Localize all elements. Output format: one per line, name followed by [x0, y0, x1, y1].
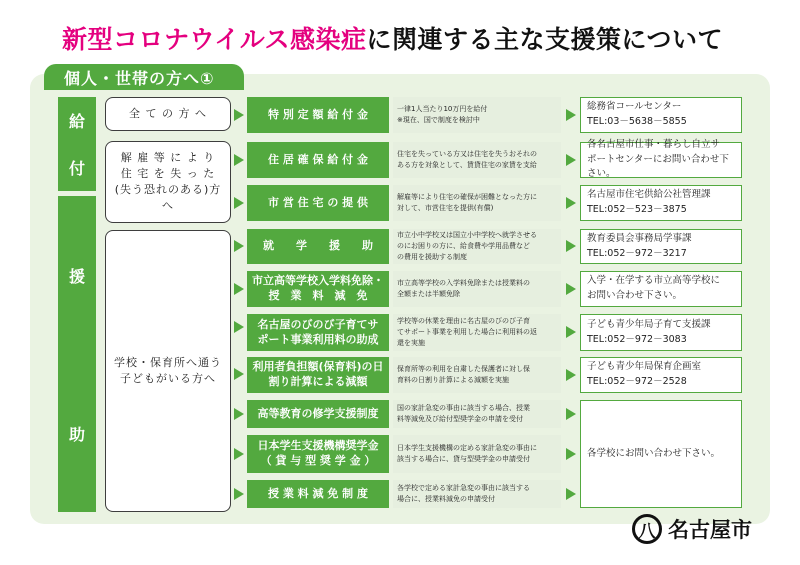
arrow-icon — [234, 488, 244, 500]
measure-daycare-fee-reduction: 利用者負担額(保育料)の日 割り計算による減額 — [247, 357, 389, 393]
category-kyufu-char-2: 付 — [68, 159, 85, 178]
arrow-icon — [234, 109, 244, 121]
measure-municipal-housing: 市 営 住 宅 の 提 供 — [247, 185, 389, 221]
category-engo-char-1: 援 — [68, 266, 85, 286]
title-rest: に関連する主な支援策について — [366, 25, 724, 54]
arrow-icon — [566, 197, 576, 209]
arrow-icon — [566, 488, 576, 500]
description-nobinobi-childcare-subsidy: 学校等の休業を理由に名古屋のびのび子育 てサポート事業を利用した場合に利用料の返 還を実施 — [393, 314, 561, 351]
arrow-icon — [234, 368, 244, 380]
description-housing-security-benefit: 住宅を失っている方又は住宅を失うおそれの ある方を対象として、賃貸住宅の家賃を支給 — [393, 142, 561, 178]
contact-self-reliance-support-center: 各名古屋市仕事・暮らし自立サ ポートセンターにお問い合わせ下さい。 — [580, 142, 742, 178]
arrow-icon — [234, 448, 244, 460]
arrow-icon — [234, 321, 244, 333]
arrow-icon — [566, 283, 576, 295]
target-all: 全 て の 方 へ — [105, 97, 231, 131]
measure-housing-security-benefit: 住 居 確 保 給 付 金 — [247, 142, 389, 178]
page-title — [62, 18, 723, 58]
nagoya-city-emblem-icon: 八 — [632, 514, 662, 544]
target-lost-housing: 解 雇 等 に よ り 住 宅 を 失 っ た (失う恐れのある)方へ — [105, 141, 231, 223]
category-engo — [58, 196, 96, 512]
measure-nobinobi-childcare-subsidy: 名古屋のびのび子育てサ ポート事業利用料の助成 — [247, 314, 389, 351]
arrow-icon — [566, 369, 576, 381]
measure-higher-education-support: 高等教育の修学支援制度 — [247, 400, 389, 428]
arrow-icon — [234, 240, 244, 252]
contact-board-of-education: 教育委員会事務局学事課 TEL:052－972－3217 — [580, 229, 742, 264]
measure-special-cash-benefit: 特 別 定 額 給 付 金 — [247, 97, 389, 133]
description-school-attendance-aid: 市立小中学校又は国立小中学校へ就学させる のにお困りの方に、給食費や学用品費など の費用を援助する制度 — [393, 229, 561, 264]
contact-high-school: 入学・在学する市立高等学校に お問い合わせ下さい。 — [580, 271, 742, 307]
contact-housing-corporation: 名古屋市住宅供給公社管理課 TEL:052－523－3875 — [580, 185, 742, 221]
description-daycare-fee-reduction: 保育所等の利用を自粛した保護者に対し保 育料の日割り計算による減額を実施 — [393, 357, 561, 393]
description-special-cash-benefit: 一律1人当たり10万円を給付 ※現在、国で制度を検討中 — [393, 97, 561, 133]
arrow-icon — [566, 109, 576, 121]
category-engo-char-2: 助 — [68, 424, 85, 444]
category-kyufu-char-1: 給 — [68, 112, 85, 131]
section-tab: 個人・世帯の方へ① — [44, 64, 244, 90]
measure-tuition-reduction: 授 業 料 減 免 制 度 — [247, 480, 389, 508]
arrow-icon — [566, 154, 576, 166]
arrow-icon — [234, 408, 244, 420]
description-high-school-fee-exemption: 市立高等学校の入学料免除または授業料の 全額または半額免除 — [393, 271, 561, 307]
description-higher-education-support: 国の家計急変の事由に該当する場合、授業 料等減免及び給付型奨学金の申請を受付 — [393, 400, 561, 428]
category-kyufu — [58, 97, 96, 191]
arrow-icon — [566, 240, 576, 252]
target-school-children: 学校・保育所へ通う 子どもがいる方へ — [105, 230, 231, 512]
description-tuition-reduction: 各学校で定める家計急変の事由に該当する 場合に、授業料減免の申請受付 — [393, 480, 561, 508]
title-highlight: 新型コロナウイルス感染症 — [62, 25, 367, 54]
contact-mic-call-center: 総務省コールセンター TEL:03－5638－5855 — [580, 97, 742, 133]
arrow-icon — [566, 326, 576, 338]
measure-high-school-fee-exemption: 市立高等学校入学料免除・ 授 業 料 減 免 — [247, 271, 389, 307]
nagoya-city-logo — [632, 514, 752, 544]
measure-school-attendance-aid: 就 学 援 助 — [247, 229, 389, 264]
arrow-icon — [234, 197, 244, 209]
contact-daycare-planning-office: 子ども青少年局保育企画室 TEL:052－972－2528 — [580, 357, 742, 393]
arrow-icon — [234, 154, 244, 166]
logo-text: 名古屋市 — [668, 518, 752, 542]
arrow-icon — [234, 283, 244, 295]
measure-jasso-scholarship: 日本学生支援機構奨学金 （ 貸 与 型 奨 学 金 ） — [247, 435, 389, 473]
contact-each-school: 各学校にお問い合わせ下さい。 — [580, 400, 742, 508]
contact-childcare-support-division: 子ども青少年局子育て支援課 TEL:052－972－3083 — [580, 314, 742, 351]
description-municipal-housing: 解雇等により住宅の確保が困難となった方に 対して、市営住宅を提供(有償) — [393, 185, 561, 221]
arrow-icon — [566, 408, 576, 420]
arrow-icon — [566, 448, 576, 460]
description-jasso-scholarship: 日本学生支援機構の定める家計急変の事由に 該当する場合に、貸与型奨学金の申請受付 — [393, 435, 561, 473]
